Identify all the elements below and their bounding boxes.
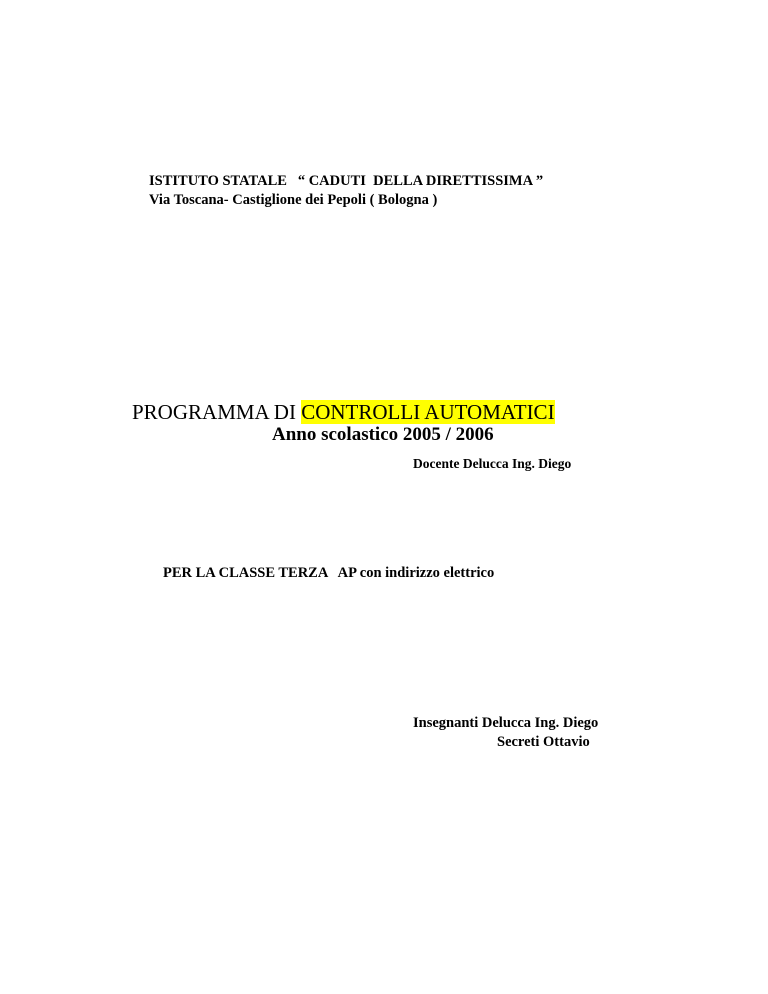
teacher-line: Docente Delucca Ing. Diego [413,456,572,471]
program-title-prefix: PROGRAMMA DI [132,400,302,424]
program-title [132,402,555,423]
school-year: Anno scolastico 2005 / 2006 [272,424,494,445]
teachers-line-1: Insegnanti Delucca Ing. Diego [413,715,599,731]
school-address: Via Toscana- Castiglione dei Pepoli ( Bologna ) [149,192,438,208]
teachers-line-2: Secreti Ottavio [497,734,590,750]
class-line: PER LA CLASSE TERZA AP con indirizzo elettrico [163,565,495,581]
program-title-subject: CONTROLLI AUTOMATICI [301,400,555,424]
school-name: ISTITUTO STATALE “ CADUTI DELLA DIRETTISSIMA ” [149,173,544,189]
